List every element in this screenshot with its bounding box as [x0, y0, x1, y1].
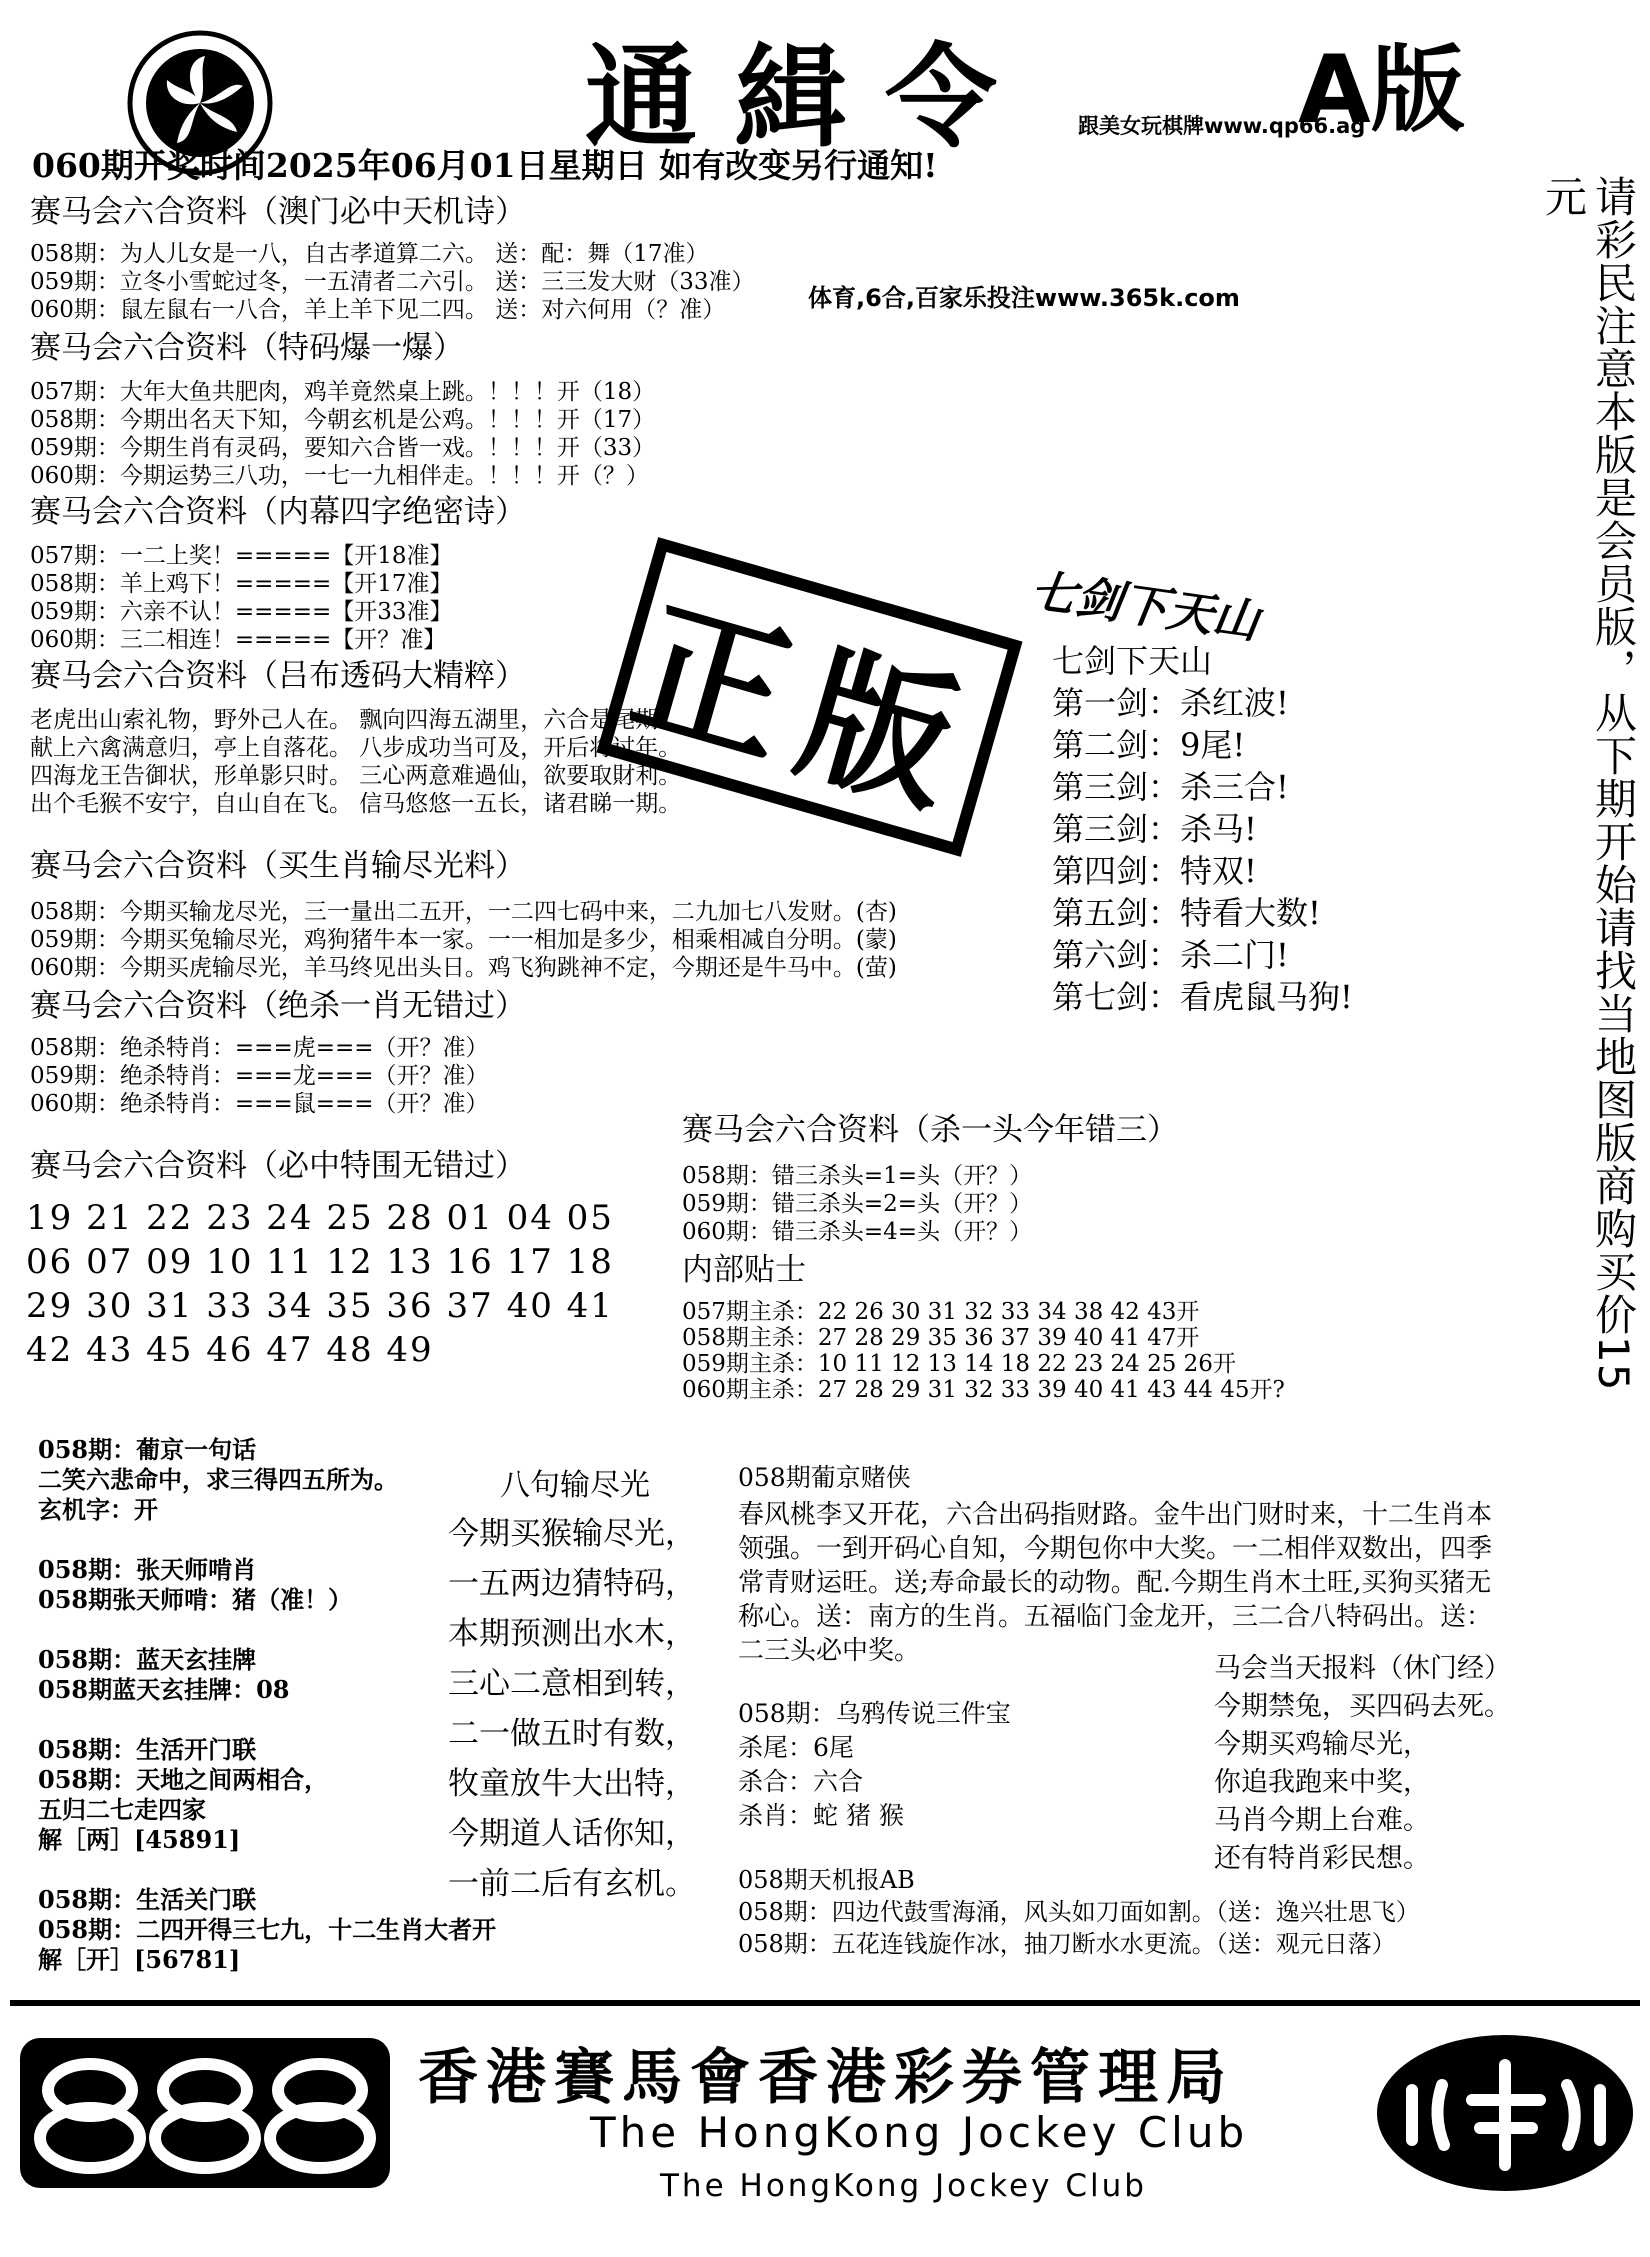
text-line: 常青财运旺。送;寿命最长的动物。配.今期生肖木土旺,买狗买猪无: [738, 1568, 1492, 1598]
text-line: 060期：今期运势三八功，一七一九相伴走。！！！开（？）: [30, 463, 649, 489]
text-line: 058期：蓝天玄挂牌: [38, 1645, 257, 1674]
section-title: 赛马会六合资料（特码爆一爆）: [30, 330, 464, 366]
draw-notice: 060期开奖时间2025年06月01日星期日 如有改变另行通知!: [32, 146, 938, 185]
sword-line: 第七剑：看虎鼠马狗!: [1052, 978, 1353, 1016]
text-line: 还有特肖彩民想。: [1214, 1843, 1430, 1874]
text-line: 057期：一二上奖！=====【开18准】: [30, 543, 453, 569]
poem-line: 本期预测出水木，: [448, 1616, 696, 1652]
text-line: 059期：今期生肖有灵码，要知六合皆一戏。！！！开（33）: [30, 435, 656, 461]
section-title: 赛马会六合资料（吕布透码大精粹）: [30, 658, 526, 694]
text-line: 058期：五花连钱旋作冰，抽刀断水水更流。（送：观元日落）: [738, 1930, 1396, 1958]
zhengban-stamp: 正版: [596, 537, 1022, 857]
sword-line: 第六剑：杀二门!: [1052, 936, 1289, 974]
text-line: 今期买鸡输尽光，: [1214, 1729, 1430, 1760]
text-line: 057期：大年大鱼共肥肉，鸡羊竟然桌上跳。！！！开（18）: [30, 379, 656, 405]
text-line: 058期：绝杀特肖：===虎===（开？准）: [30, 1035, 489, 1061]
text-line: 059期：立冬小雪蛇过冬，一五清者二六引。 送：三三发大财（33准）: [30, 269, 755, 295]
text-line: 杀合：六合: [738, 1767, 864, 1796]
text-line: 058期主杀：27 28 29 35 36 37 39 40 41 47开: [682, 1325, 1200, 1351]
poem-line: 今期道人话你知，: [448, 1816, 696, 1852]
sword-line: 第一剑：杀红波!: [1052, 684, 1289, 722]
text-line: 058期：生活开门联: [38, 1735, 257, 1764]
text-line: 060期：今期买虎输尽光，羊马终见出头日。鸡飞狗跳神不定，今期还是牛马中。(萤): [30, 955, 897, 981]
text-line: 060期：鼠左鼠右一八合，羊上羊下见二四。 送：对六何用（？准）: [30, 297, 726, 323]
text-line: 二笑六悲命中，求三得四五所为。: [38, 1465, 398, 1494]
sword-line: 第二剑：9尾!: [1052, 726, 1246, 764]
number-row: 19 21 22 23 24 25 28 01 04 05: [26, 1198, 614, 1238]
text-line: 今期禁兔，买四码去死。: [1214, 1691, 1511, 1722]
section-title: 赛马会六合资料（绝杀一肖无错过）: [30, 988, 526, 1024]
text-line: 杀肖：蛇 猪 猴: [738, 1801, 904, 1830]
text-line: 058期：生活关门联: [38, 1885, 257, 1914]
text-line: 马肖今期上台难。: [1214, 1805, 1430, 1836]
text-line: 春风桃李又开花，六合出码指财路。金牛出门财时来，十二生肖本: [738, 1500, 1493, 1530]
text-line: 二三头必中奖。: [738, 1636, 921, 1666]
text-line: 老虎出山索礼物，野外己人在。 飘向四海五湖里，六合是尾期: [30, 707, 659, 733]
text-line: 059期：错三杀头=2=头（开？）: [682, 1191, 1033, 1217]
text-line: 060期：绝杀特肖：===鼠===（开？准）: [30, 1091, 489, 1117]
footer-org-en-small: The HongKong Jockey Club: [660, 2168, 1147, 2204]
text-line: 060期：三二相连！=====【开？准】: [30, 627, 447, 653]
version-label: A版: [1298, 36, 1465, 145]
text-line: 称心。送：南方的生肖。五福临门金龙开，三二合八特码出。送：: [738, 1602, 1493, 1632]
number-row: 42 43 45 46 47 48 49: [26, 1330, 434, 1370]
ad-line: 体育,6合,百家乐投注www.365k.com: [808, 284, 1240, 312]
text-line: 058期：二四开得三七九，十二生肖大者开: [38, 1915, 497, 1944]
sword-line: 七剑下天山: [1052, 642, 1213, 680]
page-title: 通緝令: [585, 32, 1035, 163]
888-logo-icon: [20, 2038, 390, 2188]
poem-line: 今期买猴输尽光，: [448, 1516, 696, 1552]
poem-line: 牧童放牛大出特，: [448, 1766, 696, 1802]
poem-line: 一五两边猜特码，: [448, 1566, 696, 1602]
text-line: 解［两］[45891]: [38, 1825, 241, 1854]
number-row: 06 07 09 10 11 12 13 16 17 18: [26, 1242, 614, 1282]
footer-divider: [10, 2000, 1640, 2006]
text-line: 献上六禽满意归，亭上自落花。 八步成功当可及，开后将过年。: [30, 735, 682, 761]
text-line: 出个毛猴不安宁，自山自在飞。 信马悠悠一五长，诸君睇一期。: [30, 791, 682, 817]
section-title: 赛马会六合资料（澳门必中天机诗）: [30, 194, 526, 230]
poem-line: 一前二后有玄机。: [448, 1866, 696, 1902]
site-ad: 跟美女玩棋牌www.qp66.ag: [1078, 114, 1366, 138]
text-line: 058期：葡京一句话: [38, 1435, 257, 1464]
section-title: 内部贴士: [682, 1252, 806, 1288]
sword-line: 第三剑：杀马!: [1052, 810, 1257, 848]
sword-line: 第三剑：杀三合!: [1052, 768, 1289, 806]
text-line: 你追我跑来中奖，: [1214, 1767, 1430, 1798]
footer-org-en: The HongKong Jockey Club: [590, 2108, 1249, 2157]
swords-heading: 七剑下天山: [1026, 563, 1263, 649]
section-title: 赛马会六合资料（内幕四字绝密诗）: [30, 494, 526, 530]
text-line: 059期：绝杀特肖：===龙===（开？准）: [30, 1063, 489, 1089]
text-line: 058期：为人儿女是一八，自古孝道算二六。 送：配：舞（17准）: [30, 241, 709, 267]
text-line: 058期：今期出名天下知，今朝玄机是公鸡。！！！开（17）: [30, 407, 656, 433]
text-line: 059期：六亲不认！=====【开33准】: [30, 599, 453, 625]
section-title: 赛马会六合资料（杀一头今年错三）: [682, 1112, 1178, 1148]
text-line: 060期主杀：27 28 29 31 32 33 39 40 41 43 44 45开?: [682, 1377, 1285, 1403]
text-line: 解［开］[56781]: [38, 1945, 241, 1974]
poem-line: 二一做五时有数，: [448, 1716, 696, 1752]
text-line: 058期：错三杀头=1=头（开？）: [682, 1163, 1033, 1189]
text-line: 057期主杀：22 26 30 31 32 33 34 38 42 43开: [682, 1299, 1200, 1325]
sword-line: 第四剑：特双!: [1052, 852, 1257, 890]
number-row: 29 30 31 33 34 35 36 37 40 41: [26, 1286, 614, 1326]
text-line: 058期：张天师啃肖: [38, 1555, 257, 1584]
text-line: 058期：乌鸦传说三件宝: [738, 1699, 1011, 1728]
text-line: 058期：四边代鼓雪海涌，风头如刀面如割。（送：逸兴壮思飞）: [738, 1898, 1420, 1926]
section-title: 赛马会六合资料（买生肖输尽光料）: [30, 848, 526, 884]
seal-logo-icon: [1372, 2030, 1638, 2196]
poem-title: 八句输尽光: [500, 1468, 650, 1503]
section-title: 赛马会六合资料（必中特围无错过）: [30, 1148, 526, 1184]
text-line: 玄机字：开: [38, 1495, 158, 1524]
text-line: 058期张天师啃：猪（准！）: [38, 1585, 353, 1614]
text-line: 060期：错三杀头=4=头（开？）: [682, 1219, 1033, 1245]
text-line: 058期天机报AB: [738, 1866, 915, 1894]
text-line: 杀尾：6尾: [738, 1733, 854, 1762]
text-line: 059期主杀：10 11 12 13 14 18 22 23 24 25 26开: [682, 1351, 1236, 1377]
text-line: 马会当天报料（休门经）: [1214, 1653, 1511, 1684]
text-line: 058期：今期买输龙尽光，三一量出二五开，一二四七码中来，二九加七八发财。(杏): [30, 899, 897, 925]
footer-org-cn: 香港賽馬會香港彩券管理局: [418, 2043, 1234, 2113]
gamble-title: 058期葡京赌侠: [738, 1463, 911, 1492]
text-line: 058期：羊上鸡下！=====【开17准】: [30, 571, 453, 597]
sword-line: 第五剑：特看大数!: [1052, 894, 1321, 932]
poem-line: 三心二意相到转，: [448, 1666, 696, 1702]
text-line: 领强。一到开码心自知，今期包你中大奖。一二相伴双数出，四季: [738, 1534, 1493, 1564]
text-line: 五归二七走四家: [38, 1795, 206, 1824]
text-line: 059期：今期买兔输尽光，鸡狗猪牛本一家。一一相加是多少，相乘相减自分明。(蒙): [30, 927, 897, 953]
text-line: 058期蓝天玄挂牌：08: [38, 1675, 290, 1704]
text-line: 四海龙王告御状，形单影只时。 三心两意难過仙，欲要取財利。: [30, 763, 682, 789]
text-line: 058期：天地之间两相合，: [38, 1765, 329, 1794]
vertical-notice: 请彩民注意本版是会员版，从下期开始请找当地图版商购买价15元: [1539, 175, 1638, 1392]
